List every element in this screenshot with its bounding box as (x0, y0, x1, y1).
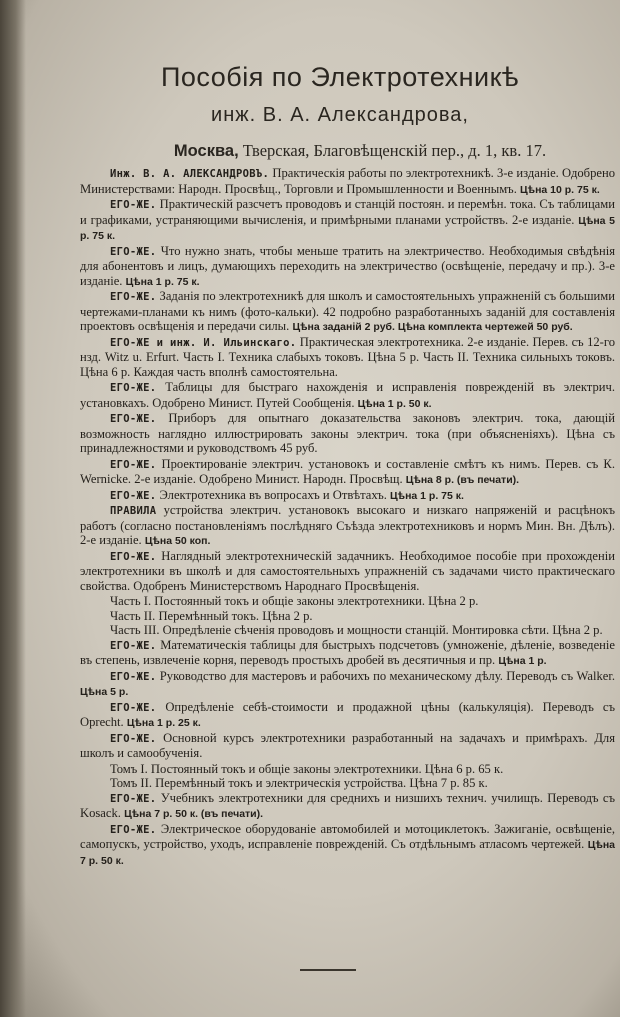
entry-author: ЕГО-ЖЕ. (110, 639, 157, 652)
entry-author: ЕГО-ЖЕ. (110, 823, 157, 836)
author-line: инж. В. А. Александрова, (211, 104, 469, 126)
entry-author: ЕГО-ЖЕ. (110, 701, 157, 714)
entry-text: Электротехника въ вопросахъ и Отвѣтахъ. (159, 487, 387, 502)
entry-author: ЕГО-ЖЕ. (110, 382, 157, 394)
entry-price: Цѣна 5 р. 75 к. (80, 214, 615, 242)
volume-part: Часть I. Постоянный токъ и общіе законы электротехники. Цѣна 2 р. (110, 594, 479, 608)
list-item (80, 289, 615, 335)
entry-author: ЕГО-ЖЕ и инж. И. Ильинскаго. (110, 336, 297, 349)
entry-price: Цѣна заданій 2 руб. Цѣна комплекта чертежей 50 руб. (292, 321, 573, 333)
street-address: Тверская, Благовѣщенскій пер., д. 1, кв. 17. (242, 141, 547, 160)
entry-price: Цѣна 1 р. (498, 655, 547, 667)
entry-author: ЕГО-ЖЕ. (110, 550, 157, 563)
entry-text: Проектированіе электрич. установокъ и составленіе смѣтъ къ нимъ. Перев. съ К. Wernicke. 2-е изданіе. Одобрено Минист. Народн. Просвѣщ. (80, 456, 615, 486)
list-item (80, 822, 615, 869)
entry-price: Цѣна 7 р. 50 к. (въ печати). (124, 808, 264, 820)
list-item (80, 731, 615, 762)
entry-text: Практическій разсчетъ проводовъ и станцій постоян. и перемѣн. тока. Съ таблицами и графиками, устраняющими вычисленія, и примѣрными планами устройствъ. 2-е изданіе. (80, 197, 615, 227)
entry-text: Учебникъ электротехники для среднихъ и низшихъ технич. училищъ. Переводъ съ Kosack. (80, 790, 616, 820)
entry-author: ЕГО-ЖЕ. (110, 792, 157, 805)
page-title: Пособія по Электротехникѣ (160, 62, 519, 92)
entry-text: Таблицы для быстраго нахожденія и исправленія поврежденій въ электрич. установкахъ. Одобрено Минист. Путей Сообщенія. (80, 380, 615, 410)
volume-part: Томъ II. Перемѣнный токъ и электрическія устройства. Цѣна 7 р. 85 к. (110, 776, 488, 790)
entry-price: Цѣна 50 коп. (144, 535, 211, 547)
list-item (80, 549, 615, 595)
entry-price: Цѣна 5 р. (80, 686, 129, 698)
list-item (80, 700, 615, 731)
volume-part: Томъ I. Постоянный токъ и общіе законы электротехники. Цѣна 6 р. 65 к. (110, 761, 504, 776)
volume-part: Часть III. Опредѣленіе сѣченія проводовъ и мощности станцій. Монтировка сѣти. Цѣна 2 р. (110, 623, 603, 637)
list-item (80, 380, 615, 411)
list-item (80, 791, 615, 822)
entry-author: ПРАВИЛА (110, 505, 157, 517)
entry-text: Что нужно знать, чтобы меньше тратить на электричество. Необходимыя свѣдѣнія для абонентовъ и лицъ, думающихъ переходить на электричество (освѣщеніе, передачу и пр.). 3-е изданіе. (80, 243, 616, 288)
entry-text: устройства электрич. установокъ высокаго и низкаго напряженій и расцѣнокъ работъ (согласно постановленіямъ послѣдняго Съѣзда электротехниковъ и нормъ Мин. Вн. Дѣлъ). 2-е изданіе. (80, 503, 615, 547)
list-item (80, 244, 615, 290)
entry-price: Цѣна 8 р. (въ печати). (405, 474, 520, 486)
entry-price: Цѣна 10 р. 75 к. (520, 183, 600, 196)
entry-author: ЕГО-ЖЕ. (110, 245, 157, 258)
entry-text: Основной курсъ электротехники разработанный на задачахъ и примѣрахъ. Для школъ и самообученія. (80, 730, 615, 760)
volume-part: Часть II. Перемѣнный токъ. Цѣна 2 р. (110, 608, 313, 623)
entry-author: ЕГО-ЖЕ. (110, 458, 157, 471)
entry-author: ЕГО-ЖЕ. (110, 732, 157, 745)
entry-text: Руководство для мастеровъ и рабочихъ по механическому дѣлу. Переводъ съ Walker. (159, 668, 615, 683)
entry-author: Инж. В. А. АЛЕКСАНДРОВЪ. (110, 168, 270, 180)
list-item (80, 457, 615, 488)
city: Москва, (173, 142, 239, 160)
list-item (80, 411, 615, 457)
entry-text: Практическія работы по электротехникѣ. 3-е изданіе. Одобрено Министерствами: Народн. Просвѣщ., Торговли и Промышленности и Военнымъ. (80, 166, 615, 196)
entry-author: ЕГО-ЖЕ. (110, 291, 157, 303)
entry-price: Цѣна 1 р. 25 к. (126, 717, 201, 729)
list-item (80, 488, 615, 504)
closing-rule (300, 969, 356, 971)
entry-text: Приборъ для опытнаго доказательства законовъ электрич. тока, дающій возможность наглядно иллюстрировать законы электрич. тока (при объясненіяхъ). Цѣна съ принадлежностями и руководствомъ 45 руб. (80, 411, 615, 455)
address-line (80, 141, 620, 161)
entry-text: Электрическое оборудованіе автомобилей и мотоциклетокъ. Зажиганіе, освѣщеніе, самопускъ, устройство, уходъ, исправленіе поврежденій. Съ отдѣльнымъ атласомъ чертежей. (80, 821, 615, 851)
list-item (80, 503, 615, 549)
entry-author: ЕГО-ЖЕ. (110, 489, 157, 502)
entry-author: ЕГО-ЖЕ. (110, 199, 157, 211)
entry-price: Цѣна 1 р. 75 к. (125, 275, 200, 288)
entry-author: ЕГО-ЖЕ. (110, 670, 157, 683)
entry-text: Опредѣленіе себѣ-стоимости и продажной цѣны (калькуляція). Переводъ съ Oprecht. (80, 699, 616, 729)
entry-text: Наглядный электротехническій задачникъ. Необходимое пособіе при прохожденіи электротехники въ школѣ и для самостоятельныхъ упражненій съ задачами чисто практическаго свойства. Одобренъ Министерствомъ Народнаго Просвѣщенія. (80, 548, 615, 593)
list-item (80, 638, 615, 669)
entry-text: Заданія по электротехникѣ для школъ и самостоятельныхъ упражненій съ большими чертежами-планами къ нимъ (фото-кальки). 42 подробно разработанныхъ заданій для составленія проектовъ освѣщенія и передачи силы. (80, 289, 615, 333)
entry-price: Цѣна 1 р. 75 к. (390, 489, 464, 502)
entry-author: ЕГО-ЖЕ. (110, 413, 157, 425)
entry-text: Практическая электротехника. 2-е изданіе. Перев. съ 12-го нзд. Witz u. Erfurt. Часть I. Техника слабыхъ токовъ. Цѣна 5 р. Часть II. Техника сильныхъ токовъ. Цѣна 6 р. Каждая часть вполнѣ самостоятельна. (80, 334, 615, 379)
list-item (80, 166, 615, 197)
entry-price: Цѣна 1 р. 50 к. (357, 397, 432, 410)
publication-list (80, 166, 615, 868)
entry-text: Математическія таблицы для быстрыхъ подсчетовъ (умноженіе, дѣленіе, возведеніе въ степень, извлеченіе корня, переводъ простыхъ дробей въ десятичныя и пр. (80, 637, 615, 667)
list-item (80, 335, 615, 381)
entry-price: Цѣна 7 р. 50 к. (80, 839, 616, 867)
page-binding-shadow (0, 0, 26, 1017)
list-item (80, 669, 615, 700)
list-item (80, 197, 615, 244)
